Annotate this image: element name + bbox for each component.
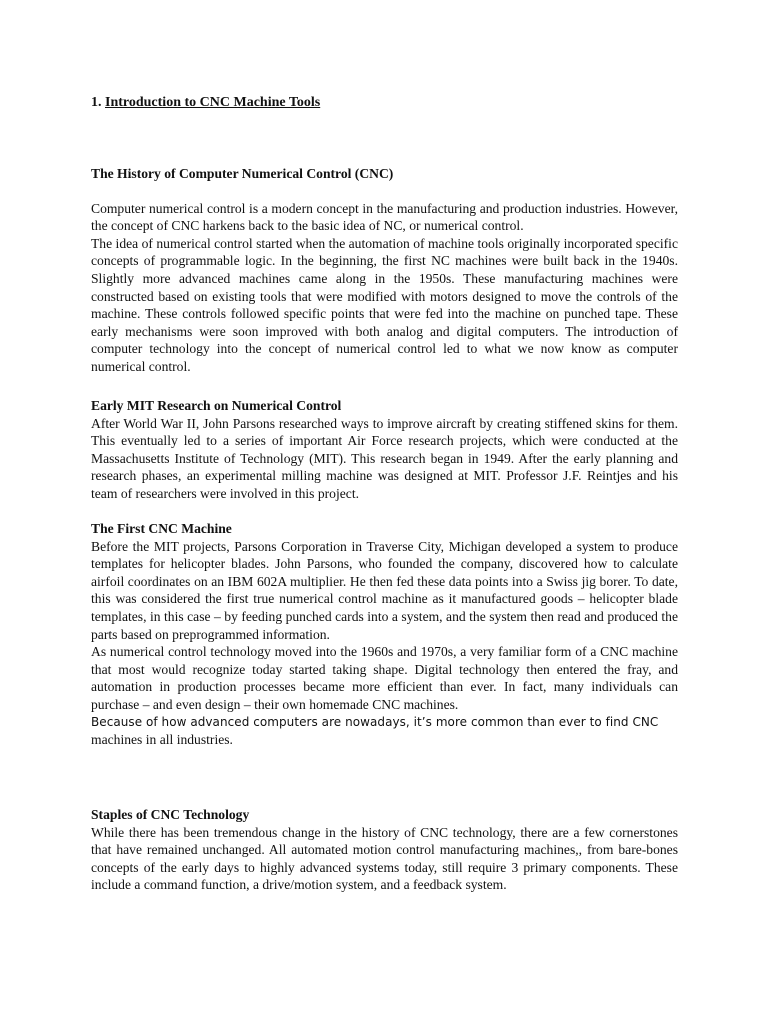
paragraph: While there has been tremendous change in the history of CNC technology, there are a few cornerstones that have remained unchanged. All automated motion control manufacturing machines,, from bare-bones concepts of the early days to highly advanced systems today, still require 3 primary components. These include a command function, a drive/motion system, and a feedback system.: [91, 824, 678, 893]
paragraph: Computer numerical control is a modern concept in the manufacturing and production industries. However, the concept of CNC harkens back to the basic idea of NC, or numerical control.: [91, 200, 678, 234]
title-text: Introduction to CNC Machine Tools: [105, 95, 321, 110]
paragraph: The idea of numerical control started when the automation of machine tools originally incorporated specific concepts of programmable logic. In the beginning, the first NC machines were built back in the 1940s. Slightly more advanced machines came along in the 1950s. These manufacturing machines were constructed based on existing tools that were modified with motors designed to move the controls of the machine. These controls followed specific points that were fed into the machine on punched tape. These early mechanisms were soon improved with both analog and digital computers. The introduction of computer technology into the concept of numerical control led to what we now know as computer numerical control.: [91, 235, 678, 374]
section-staples: [91, 806, 678, 894]
section-heading: Early MIT Research on Numerical Control: [91, 398, 342, 413]
section-heading: The First CNC Machine: [91, 521, 232, 536]
section-heading: The History of Computer Numerical Control (CNC): [91, 166, 394, 181]
section-first-cnc: [91, 520, 678, 749]
paragraph: As numerical control technology moved into the 1960s and 1970s, a very familiar form of a CNC machine that most would recognize today started taking shape. Digital technology then entered the fray, and automation in production processes became more efficient than ever. In fact, many individuals can purchase – and even design – their own homemade CNC machines.: [91, 644, 678, 712]
title-number: 1.: [91, 95, 105, 110]
section-mit-research: [91, 397, 678, 503]
document-title: [91, 94, 320, 112]
section-heading: Staples of CNC Technology: [91, 807, 250, 822]
paragraph: After World War II, John Parsons researched ways to improve aircraft by creating stiffened skins for them. This eventually led to a series of important Air Force research projects, which were conducted at the Massachusetts Institute of Technology (MIT). This research began in 1949. After the early planning and research phases, an experimental milling machine was designed at MIT. Professor J.F. Reintjes and his team of researchers were involved in this project.: [91, 415, 678, 501]
section-history: [91, 165, 678, 376]
paragraph: Before the MIT projects, Parsons Corporation in Traverse City, Michigan developed a system to produce templates for helicopter blades. John Parsons, who founded the company, discovered how to calculate airfoil coordinates on an IBM 602A multiplier. He then fed these data points into a Swiss jig borer. To date, this was considered the first true numerical control machine as it manufactured goods – helicopter blade templates, in this case – by feeding punched cards into a system, and the system then read and produced the parts based on preprogrammed information.: [91, 538, 678, 642]
paragraph: Because of how advanced computers are nowadays, it’s more common than ever to find CNC: [91, 714, 659, 729]
paragraph: machines in all industries.: [91, 732, 233, 748]
